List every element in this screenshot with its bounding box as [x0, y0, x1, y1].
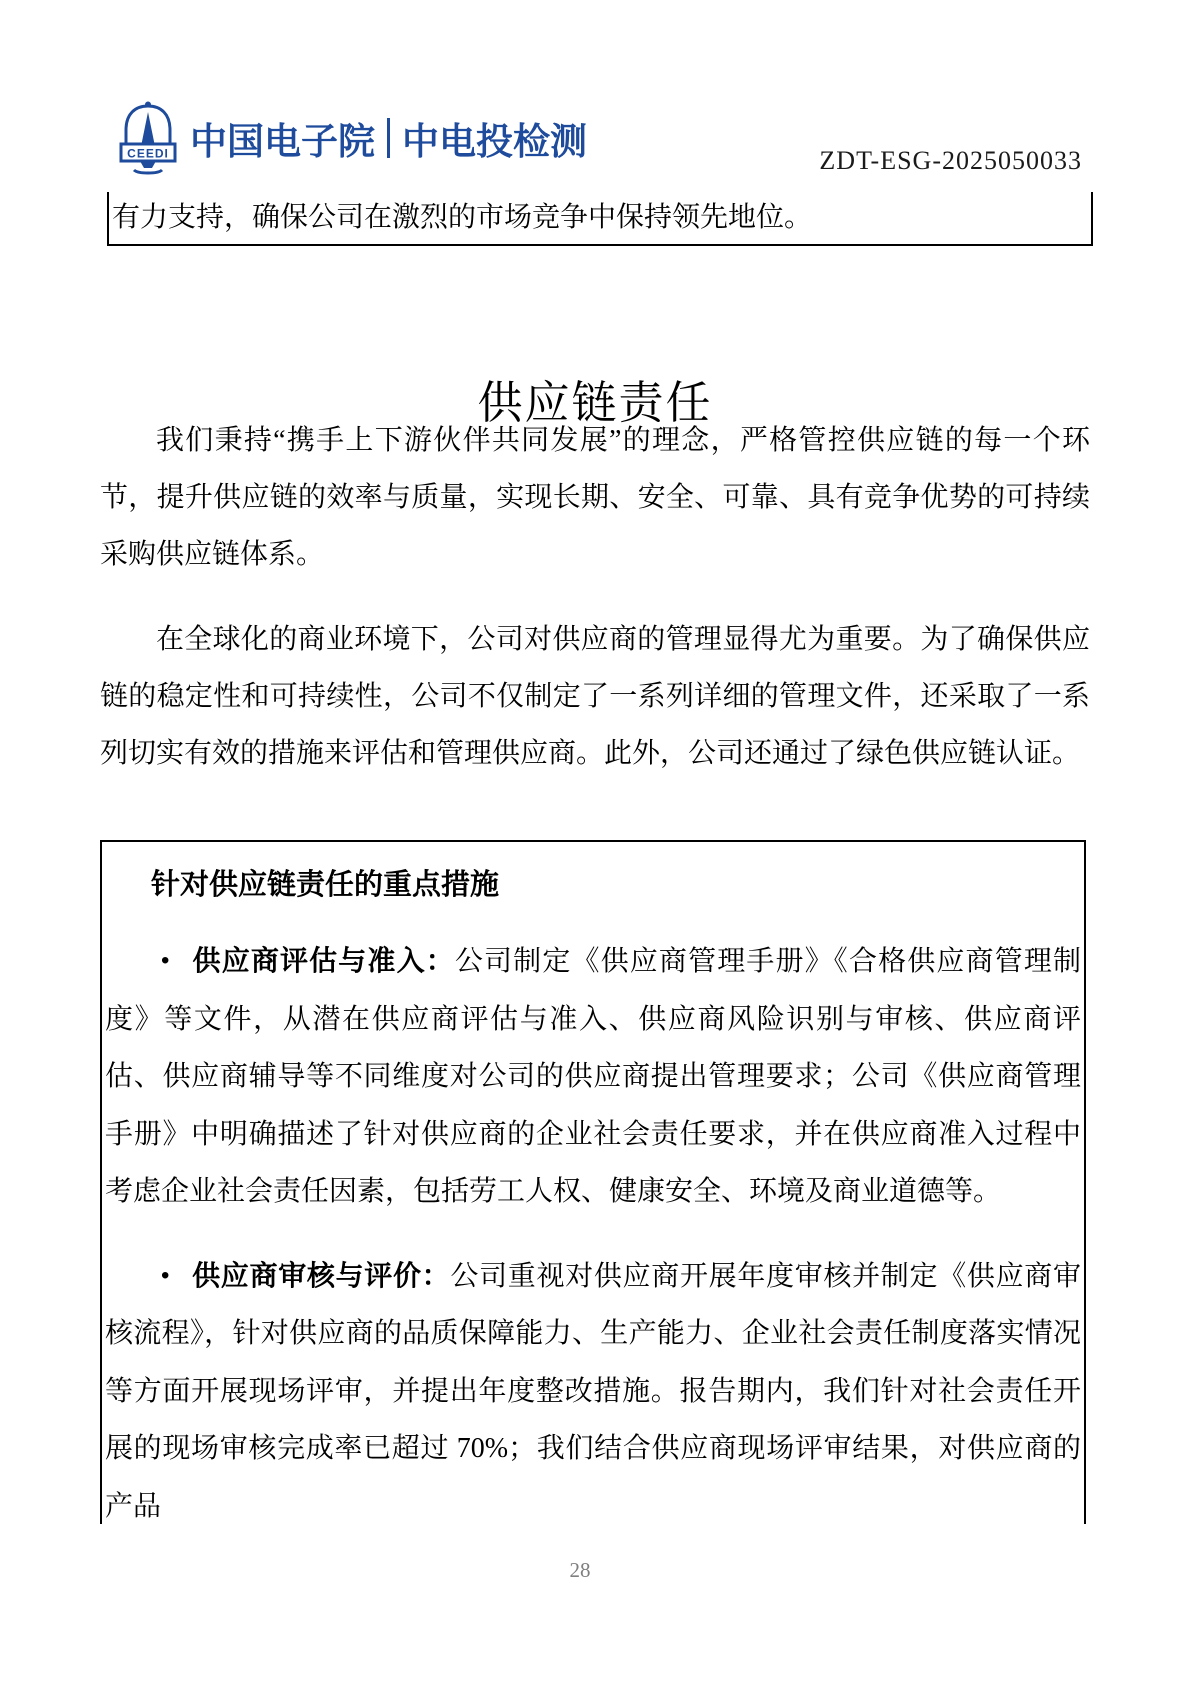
ceedi-emblem-icon [116, 100, 180, 176]
header [116, 100, 587, 176]
paragraph: 我们秉持“携手上下游伙伴共同发展”的理念，严格管控供应链的每一个环节，提升供应链的效率与质量，实现长期、安全、可靠、具有竞争优势的可持续采购供应链体系。 [100, 425, 1090, 570]
page-number: 28 [569, 1558, 591, 1582]
carryover-text: 有力支持，确保公司在激烈的市场竞争中保持领先地位。 [112, 202, 813, 233]
body-text [100, 412, 1090, 810]
page-title: 供应链责任 [477, 378, 713, 429]
logo-primary: 中国电子院 [190, 121, 375, 162]
bullet-item [105, 1247, 1081, 1525]
bullet-label: 供应商审核与评价： [191, 1259, 451, 1291]
bullet-text: 公司制定《供应商管理手册》《合格供应商管理制度》等文件，从潜在供应商评估与准入、供应商风险识别与审核、供应商评估、供应商辅导等不同维度对公司的供应商提出管理要求；公司《供应商管理手册》中明确描述了针对供应商的企业社会责任要求，并在供应商准入过程中考虑企业社会责任因素，包括劳工人权、健康安全、环境及商业道德等。 [105, 946, 1081, 1207]
bullet-label: 供应商评估与准入： [191, 945, 455, 976]
document-number: ZDT-ESG-2025050033 [819, 146, 1082, 175]
measures-heading: 针对供应链责任的重点措施 [151, 869, 500, 901]
bullet-icon: • [161, 947, 170, 974]
paragraph: 在全球化的商业环境下，公司对供应商的管理显得尤为重要。为了确保供应链的稳定性和可持续性，公司不仅制定了一系列详细的管理文件，还采取了一系列切实有效的措施来评估和管理供应商。此外，公司还通过了绿色供应链认证。 [100, 624, 1090, 769]
logo-secondary: 中电投检测 [402, 121, 587, 162]
logo-text [190, 111, 587, 165]
carryover-box [107, 192, 1093, 246]
measures-box [100, 840, 1086, 1524]
bullet-text: 公司重视对供应商开展年度审核并制定《供应商审核流程》，针对供应商的品质保障能力、生产能力、企业社会责任制度落实情况等方面开展现场评审，并提出年度整改措施。报告期内，我们针对社会责任开展的现场审核完成率已超过 70%；我们结合供应商现场评审结果，对供应商的产品 [105, 1260, 1081, 1522]
logo-separator [387, 118, 390, 158]
bullet-item [105, 932, 1081, 1221]
bullet-icon: • [161, 1261, 170, 1289]
emblem-text: CEEDI [127, 146, 169, 161]
